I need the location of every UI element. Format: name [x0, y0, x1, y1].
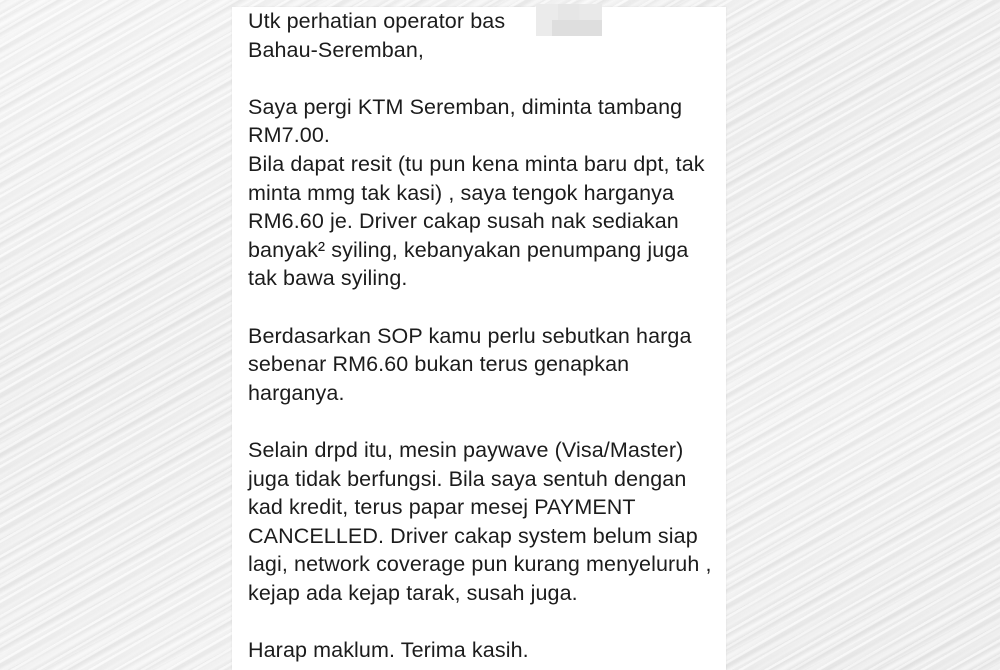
message-line: Harap maklum. Terima kasih. — [248, 638, 529, 663]
message-line: minta mmg tak kasi) , saya tengok harganya — [248, 180, 675, 205]
message-line: Utk perhatian operator bas — [248, 9, 506, 33]
blank-line — [248, 293, 718, 322]
blank-line — [248, 407, 718, 436]
message-card — [232, 7, 726, 670]
message-line: kejap ada kejap tarak, susah juga. — [248, 580, 578, 605]
blank-line — [248, 607, 718, 636]
message-line: harganya. — [248, 380, 345, 405]
message-body — [248, 7, 718, 665]
message-line: Bahau-Seremban, — [248, 37, 424, 62]
message-line: RM6.60 je. Driver cakap susah nak sediakan — [248, 209, 679, 234]
message-line: Berdasarkan SOP kamu perlu sebutkan harga — [248, 323, 692, 348]
message-line: lagi, network coverage pun kurang menyeluruh , — [248, 552, 712, 577]
message-line: kad kredit, terus papar mesej PAYMENT — [248, 495, 636, 520]
message-line: CANCELLED. Driver cakap system belum siap — [248, 523, 698, 548]
message-line: Saya pergi KTM Seremban, diminta tambang — [248, 94, 683, 119]
message-line: juga tidak berfungsi. Bila saya sentuh dengan — [248, 466, 687, 491]
message-line: RM7.00. — [248, 123, 330, 148]
blank-line — [248, 64, 718, 93]
message-line: Bila dapat resit (tu pun kena minta baru dpt, tak — [248, 151, 705, 176]
message-line: Selain drpd itu, mesin paywave (Visa/Master) — [248, 437, 684, 462]
redacted-block — [536, 4, 602, 36]
message-line: tak bawa syiling. — [248, 266, 408, 291]
message-line: sebenar RM6.60 bukan terus genapkan — [248, 352, 630, 377]
message-line: banyak² syiling, kebanyakan penumpang juga — [248, 237, 689, 262]
